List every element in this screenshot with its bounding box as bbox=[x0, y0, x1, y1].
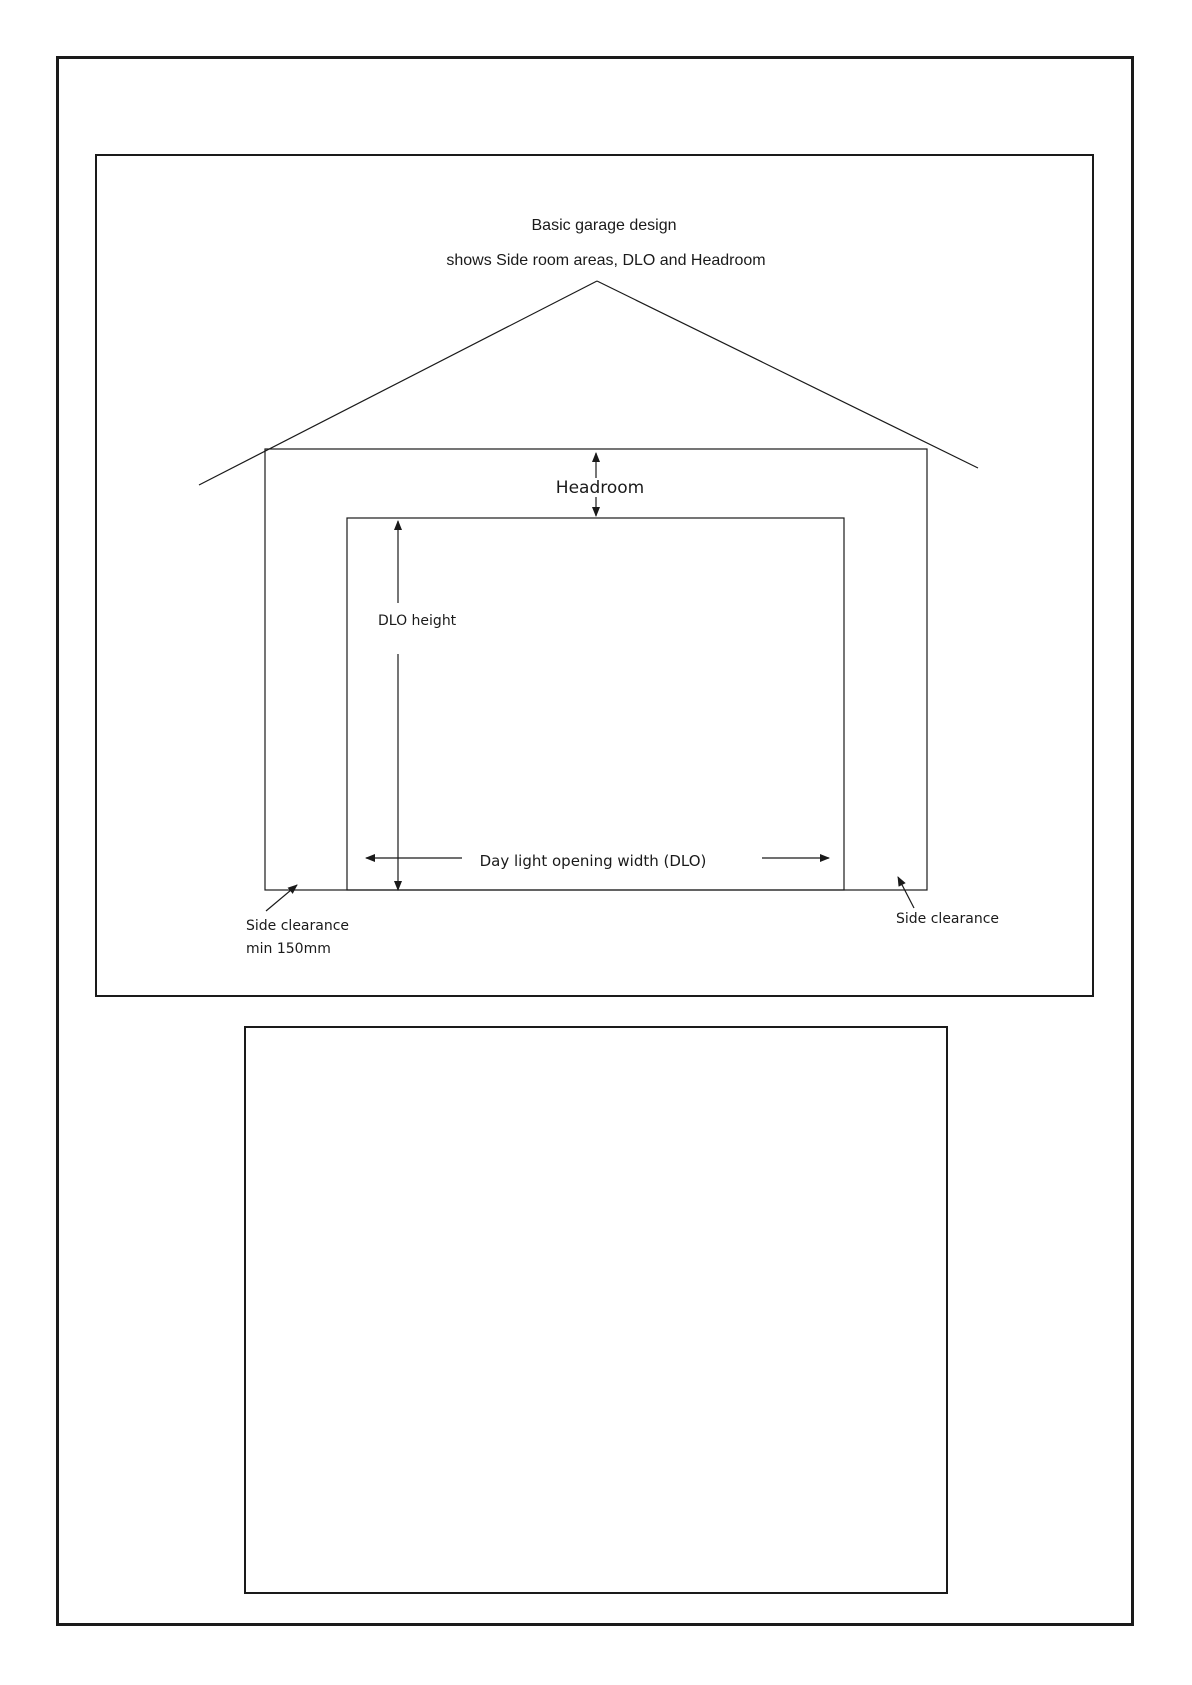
diagram-title: Basic garage design bbox=[531, 217, 677, 234]
side-clearance-left-label: Side clearance bbox=[246, 918, 350, 934]
door-opening-outline bbox=[347, 518, 844, 890]
dlo-width-label: Day light opening width (DLO) bbox=[479, 852, 707, 870]
dlo-height-label: DLO height bbox=[378, 613, 457, 629]
side-clearance-right-label: Side clearance bbox=[896, 911, 1000, 927]
roof-right-line bbox=[597, 281, 978, 468]
side-clearance-left-arrow bbox=[266, 885, 297, 911]
diagram-subtitle: shows Side room areas, DLO and Headroom bbox=[446, 252, 766, 269]
headroom-label: Headroom bbox=[555, 478, 645, 498]
side-clearance-left-minimum: min 150mm bbox=[246, 941, 331, 957]
side-clearance-right-arrow bbox=[898, 877, 914, 908]
roof-left-line bbox=[199, 281, 597, 485]
